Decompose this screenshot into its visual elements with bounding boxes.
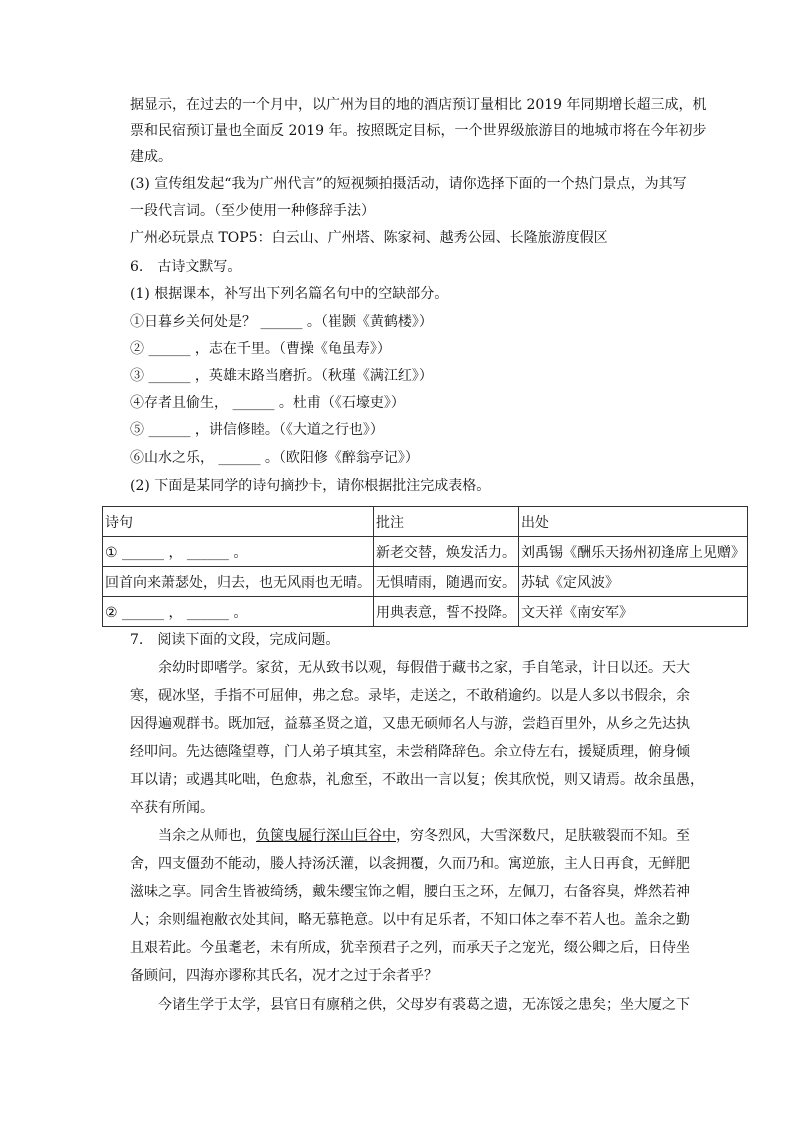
passage-line: 寒，砚冰坚，手指不可屈伸，弗之怠。录毕，走送之，不敢稍逾约。以是人多以书假余，余 xyxy=(130,688,690,704)
text-line: 建成。 xyxy=(130,149,172,165)
table-cell: 文天祥《南安军》 xyxy=(519,597,748,627)
table-cell: ② ______ ， ______ 。 xyxy=(103,597,374,627)
fill-blank-4: ④存者且偷生， ______ 。杜甫（《石壕吏》） xyxy=(130,395,405,411)
passage-line xyxy=(158,827,690,845)
table-header-row xyxy=(103,507,748,537)
fill-blank-1: ①日暮乡关何处是？ ______ 。（崔颢《黄鹤楼》） xyxy=(130,314,433,330)
passage-line: 卒获有所闻。 xyxy=(130,800,214,816)
question-6-2-prompt: (2) 下面是某同学的诗句摘抄卡，请你根据批注完成表格。 xyxy=(130,478,491,494)
passage-line: 且艰若此。今虽耄老，未有所成，犹幸预君子之列，而承天子之宠光，缀公卿之后，日侍坐 xyxy=(130,940,690,956)
table-row xyxy=(103,537,748,567)
question-6-title: 6. 古诗文默写。 xyxy=(130,259,242,275)
text-line: 票和民宿预订量也全面反 2019 年。按照既定目标，一个世界级旅游目的地城市将在今年初步 xyxy=(130,123,707,139)
passage-line: 因得遍观群书。既加冠，益慕圣贤之道，又患无硕师名人与游，尝趋百里外，从乡之先达执 xyxy=(130,716,690,732)
fill-blank-6: ⑥山水之乐， ______ 。（欧阳修《醉翁亭记》） xyxy=(130,450,419,466)
passage-text: ，穷冬烈风，大雪深数尺，足肤皲裂而不知。至 xyxy=(396,828,690,844)
table-cell: 刘禹锡《酬乐天扬州初逢席上见赠》 xyxy=(519,537,748,567)
table-row xyxy=(103,597,748,627)
passage-line: 备顾问，四海亦谬称其氏名，况才之过于余者乎？ xyxy=(130,968,438,984)
passage-line: 耳以请；或遇其叱咄，色愈恭，礼愈至，不敢出一言以复；俟其欣悦，则又请焉。故余虽愚， xyxy=(130,772,704,788)
passage-line: 经叩问。先达德隆望尊，门人弟子填其室，未尝稍降辞色。余立侍左右，援疑质理，俯身倾 xyxy=(130,744,690,760)
table-header-cell: 出处 xyxy=(519,507,748,537)
fill-blank-3: ③ ______ ，英雄末路当磨折。（秋瑾《满江红》） xyxy=(130,368,433,384)
text-line: 据显示，在过去的一个月中，以广州为目的地的酒店预订量相比 2019 年同期增长超三成，机 xyxy=(130,97,707,113)
passage-text: 当余之从师也， xyxy=(158,828,256,844)
table-cell: 无惧晴雨，随遇而安。 xyxy=(374,567,519,597)
passage-line: 人；余则缊袍敝衣处其间，略无慕艳意。以中有足乐者，不知口体之奉不若人也。盖余之勤 xyxy=(130,912,690,928)
table-cell: 回首向来萧瑟处，归去，也无风雨也无晴。 xyxy=(103,567,374,597)
scenic-spots-list: 广州必玩景点 TOP5：白云山、广州塔、陈家祠、越秀公园、长隆旅游度假区 xyxy=(130,230,608,246)
passage-line: 滋味之享。同舍生皆被绮绣，戴朱缨宝饰之帽，腰白玉之环，左佩刀，右备容臭，烨然若神 xyxy=(130,884,690,900)
table-header-cell: 批注 xyxy=(374,507,519,537)
question-7-title: 7. 阅读下面的文段，完成问题。 xyxy=(130,632,340,648)
table-row xyxy=(103,567,748,597)
passage-line: 舍，四支僵劲不能动，媵人持汤沃灌，以衾拥覆，久而乃和。寓逆旅，主人日再食，无鲜肥 xyxy=(130,856,690,872)
table-cell: 苏轼《定风波》 xyxy=(519,567,748,597)
table-cell: 新老交替，焕发活力。 xyxy=(374,537,519,567)
text-line: 一段代言词。（至少使用一种修辞手法） xyxy=(130,203,375,219)
table-cell: ① ______ ， ______ 。 xyxy=(103,537,374,567)
fill-blank-2: ② ______ ，志在千里。（曹操《龟虽寿》） xyxy=(130,341,391,357)
passage-line: 余幼时即嗜学。家贫，无从致书以观，每假借于藏书之家，手自笔录，计日以还。天大 xyxy=(158,660,690,676)
underlined-sentence: 负箧曳屣行深山巨谷中 xyxy=(256,828,396,844)
passage-line: 今诸生学于太学，县官日有廪稍之供，父母岁有裘葛之遗，无冻馁之患矣；坐大厦之下 xyxy=(158,997,690,1013)
table-header-cell: 诗句 xyxy=(103,507,374,537)
question-6-1-prompt: (1) 根据课本，补写出下列名篇名句中的空缺部分。 xyxy=(130,286,449,302)
poem-card-table xyxy=(102,506,748,627)
table-cell: 用典表意，誓不投降。 xyxy=(374,597,519,627)
fill-blank-5: ⑤ ______ ，讲信修睦。（《大道之行也》） xyxy=(130,422,384,438)
question-3-prompt: (3) 宣传组发起“我为广州代言”的短视频拍摄活动，请你选择下面的一个热门景点，为其写 xyxy=(130,176,687,192)
